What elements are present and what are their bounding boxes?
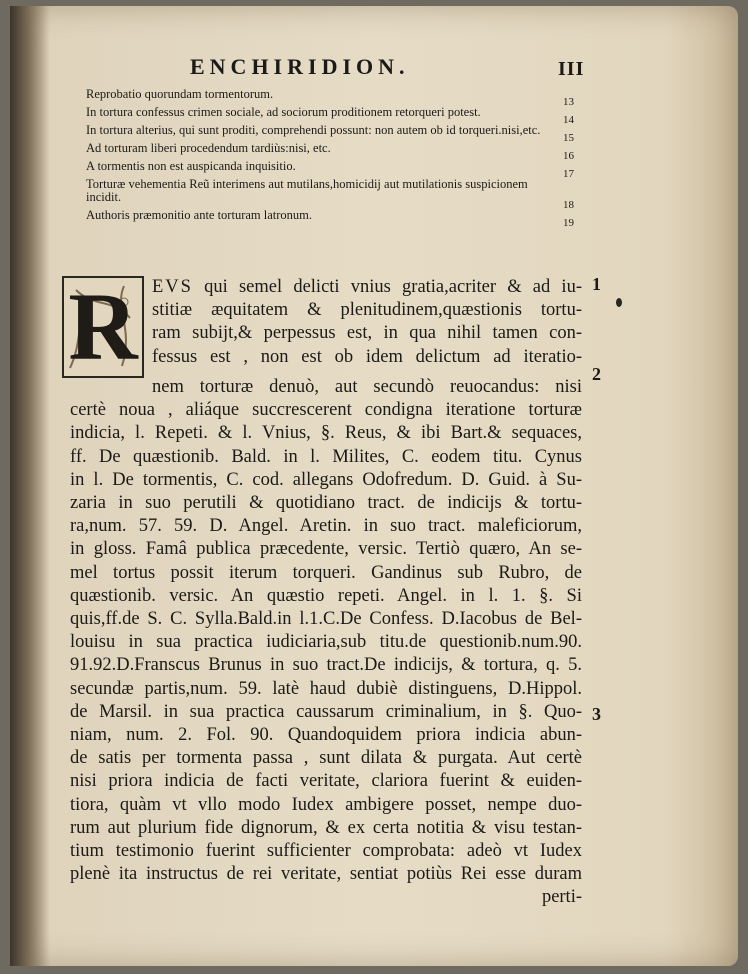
summary-entry: In tortura alterius, qui sunt proditi, comprehendi possunt: non autem ob id torqueri.nisi,etc. 15 (86, 123, 574, 144)
text-line: nisi priora indicia de facti veritate, clariora fuerint & euiden- (70, 771, 582, 792)
summary-entry: A tormentis non est auspicanda inquisitio. 17 (86, 159, 574, 180)
summary-number: 15 (563, 132, 574, 144)
text-line: in gloss. Famâ publica præcedente, versic. Tertiò quæro, An se- (70, 539, 582, 560)
summary-number: 18 (563, 199, 574, 211)
text-line: tium testimonio fuerint sufficienter comprobata: adeò vt Iudex (70, 841, 582, 862)
summary-list (86, 87, 574, 229)
text-line: quæstionib. versic. An quæstio repeti. Angel. in l. 1. §. Si (70, 585, 582, 606)
text-line: rum aut plurium fide dignorum, & ex certa notitia & visu testan- (70, 817, 582, 838)
text-line: secundæ partis,num. 59. latè haud dubiè distinguens, D.Hippol. (70, 678, 582, 699)
main-text (68, 273, 582, 910)
text-line: in l. De tormentis, C. cod. allegans Odofredum. D. Guid. à Su- (70, 469, 582, 490)
initial-letter: R (68, 273, 138, 380)
text-line: ff. De quæstionib. Bald. in l. Milites, C. eodem titu. Cynus (70, 446, 582, 467)
text-line: louisu in sua practica iudiciaria,sub titu.de questionib.num.90. (70, 632, 582, 653)
text-line: de Marsil. in sua practica caussarum criminalium, in §. Quo- (70, 701, 582, 722)
summary-entry: Torturæ vehementia Reũ interimens aut mutilans,homicidij aut mutilationis suspicionem incidit. 18 (86, 177, 574, 211)
margin-number: 3 (592, 704, 601, 724)
folio-number: III (558, 58, 585, 80)
text-line: de satis per tormenta passa , sunt dilata & purgata. Aut certè (70, 748, 582, 769)
text-line: quis,ff.de S. C. Sylla.Bald.in l.1.C.De Confess. D.Iacobus de Bel- (70, 609, 582, 630)
book-page (10, 6, 738, 966)
summary-entry: Reprobatio quorundam tormentorum. 13 (86, 87, 574, 108)
margin-number: 2 (592, 364, 601, 384)
text-line: certè noua , aliáque succrescerent condigna iteratione torturæ (70, 400, 582, 421)
text-line: indicia, l. Repeti. & l. Vnius, §. Reus, & ibi Bart.& sequaces, (70, 423, 582, 444)
binding-gutter (10, 6, 50, 966)
opening-block (68, 273, 582, 380)
text-line: EVS qui semel delicti vnius gratia,acriter & ad iu- (152, 277, 582, 297)
summary-entry: In tortura confessus crimen sociale, ad sociorum proditionem retorqueri potest. 14 (86, 105, 574, 126)
text-line: tiora, quàm vt vllo modo Iudex ambigere posset, nempe duo- (70, 794, 582, 815)
text-line: ram subijt,& perpessus est, in qua nihil tamen con- (152, 323, 582, 344)
ink-spot (616, 298, 622, 307)
decorated-initial (62, 273, 144, 380)
text-line: plenè ita instructus de rei veritate, sentiat potiùs Rei esse duram (70, 864, 582, 885)
text-line: niam, num. 2. Fol. 90. Quandoquidem priora indicia abun- (70, 725, 582, 746)
margin-number: 1 (592, 274, 601, 294)
summary-number: 19 (563, 217, 574, 229)
text-line: nem torturæ denuò, aut secundò reuocandus: nisi (152, 377, 582, 397)
summary-number: 16 (563, 150, 574, 162)
summary-entry: Ad torturam liberi procedendum tardiùs:nisi, etc. 16 (86, 141, 574, 162)
text-line: mel tortus possit iterum torqueri. Gandinus sub Rubro, de (70, 562, 582, 583)
summary-number: 17 (563, 168, 574, 180)
text-line: ra,num. 57. 59. D. Angel. Aretin. in suo tract. maleficiorum, (70, 516, 582, 537)
text-line: fessus est , non est ob idem delictum ad iteratio- (152, 346, 582, 367)
summary-entry: Authoris præmonitio ante torturam latronum. 19 (86, 208, 574, 229)
running-title: ENCHIRIDION. (190, 54, 410, 79)
text-line: 91.92.D.Franscus Brunus in suo tract.De indicijs, & tortura, q. 5. (70, 655, 582, 676)
catchword: perti- (541, 887, 582, 908)
summary-number: 13 (563, 96, 574, 108)
text-line: zaria in suo perutili & quotidiano tract. de indicijs & tortu- (70, 493, 582, 514)
summary-number: 14 (563, 114, 574, 126)
text-line: stitiæ æquitatem & plenitudinem,quæstionis tortu- (152, 300, 582, 321)
